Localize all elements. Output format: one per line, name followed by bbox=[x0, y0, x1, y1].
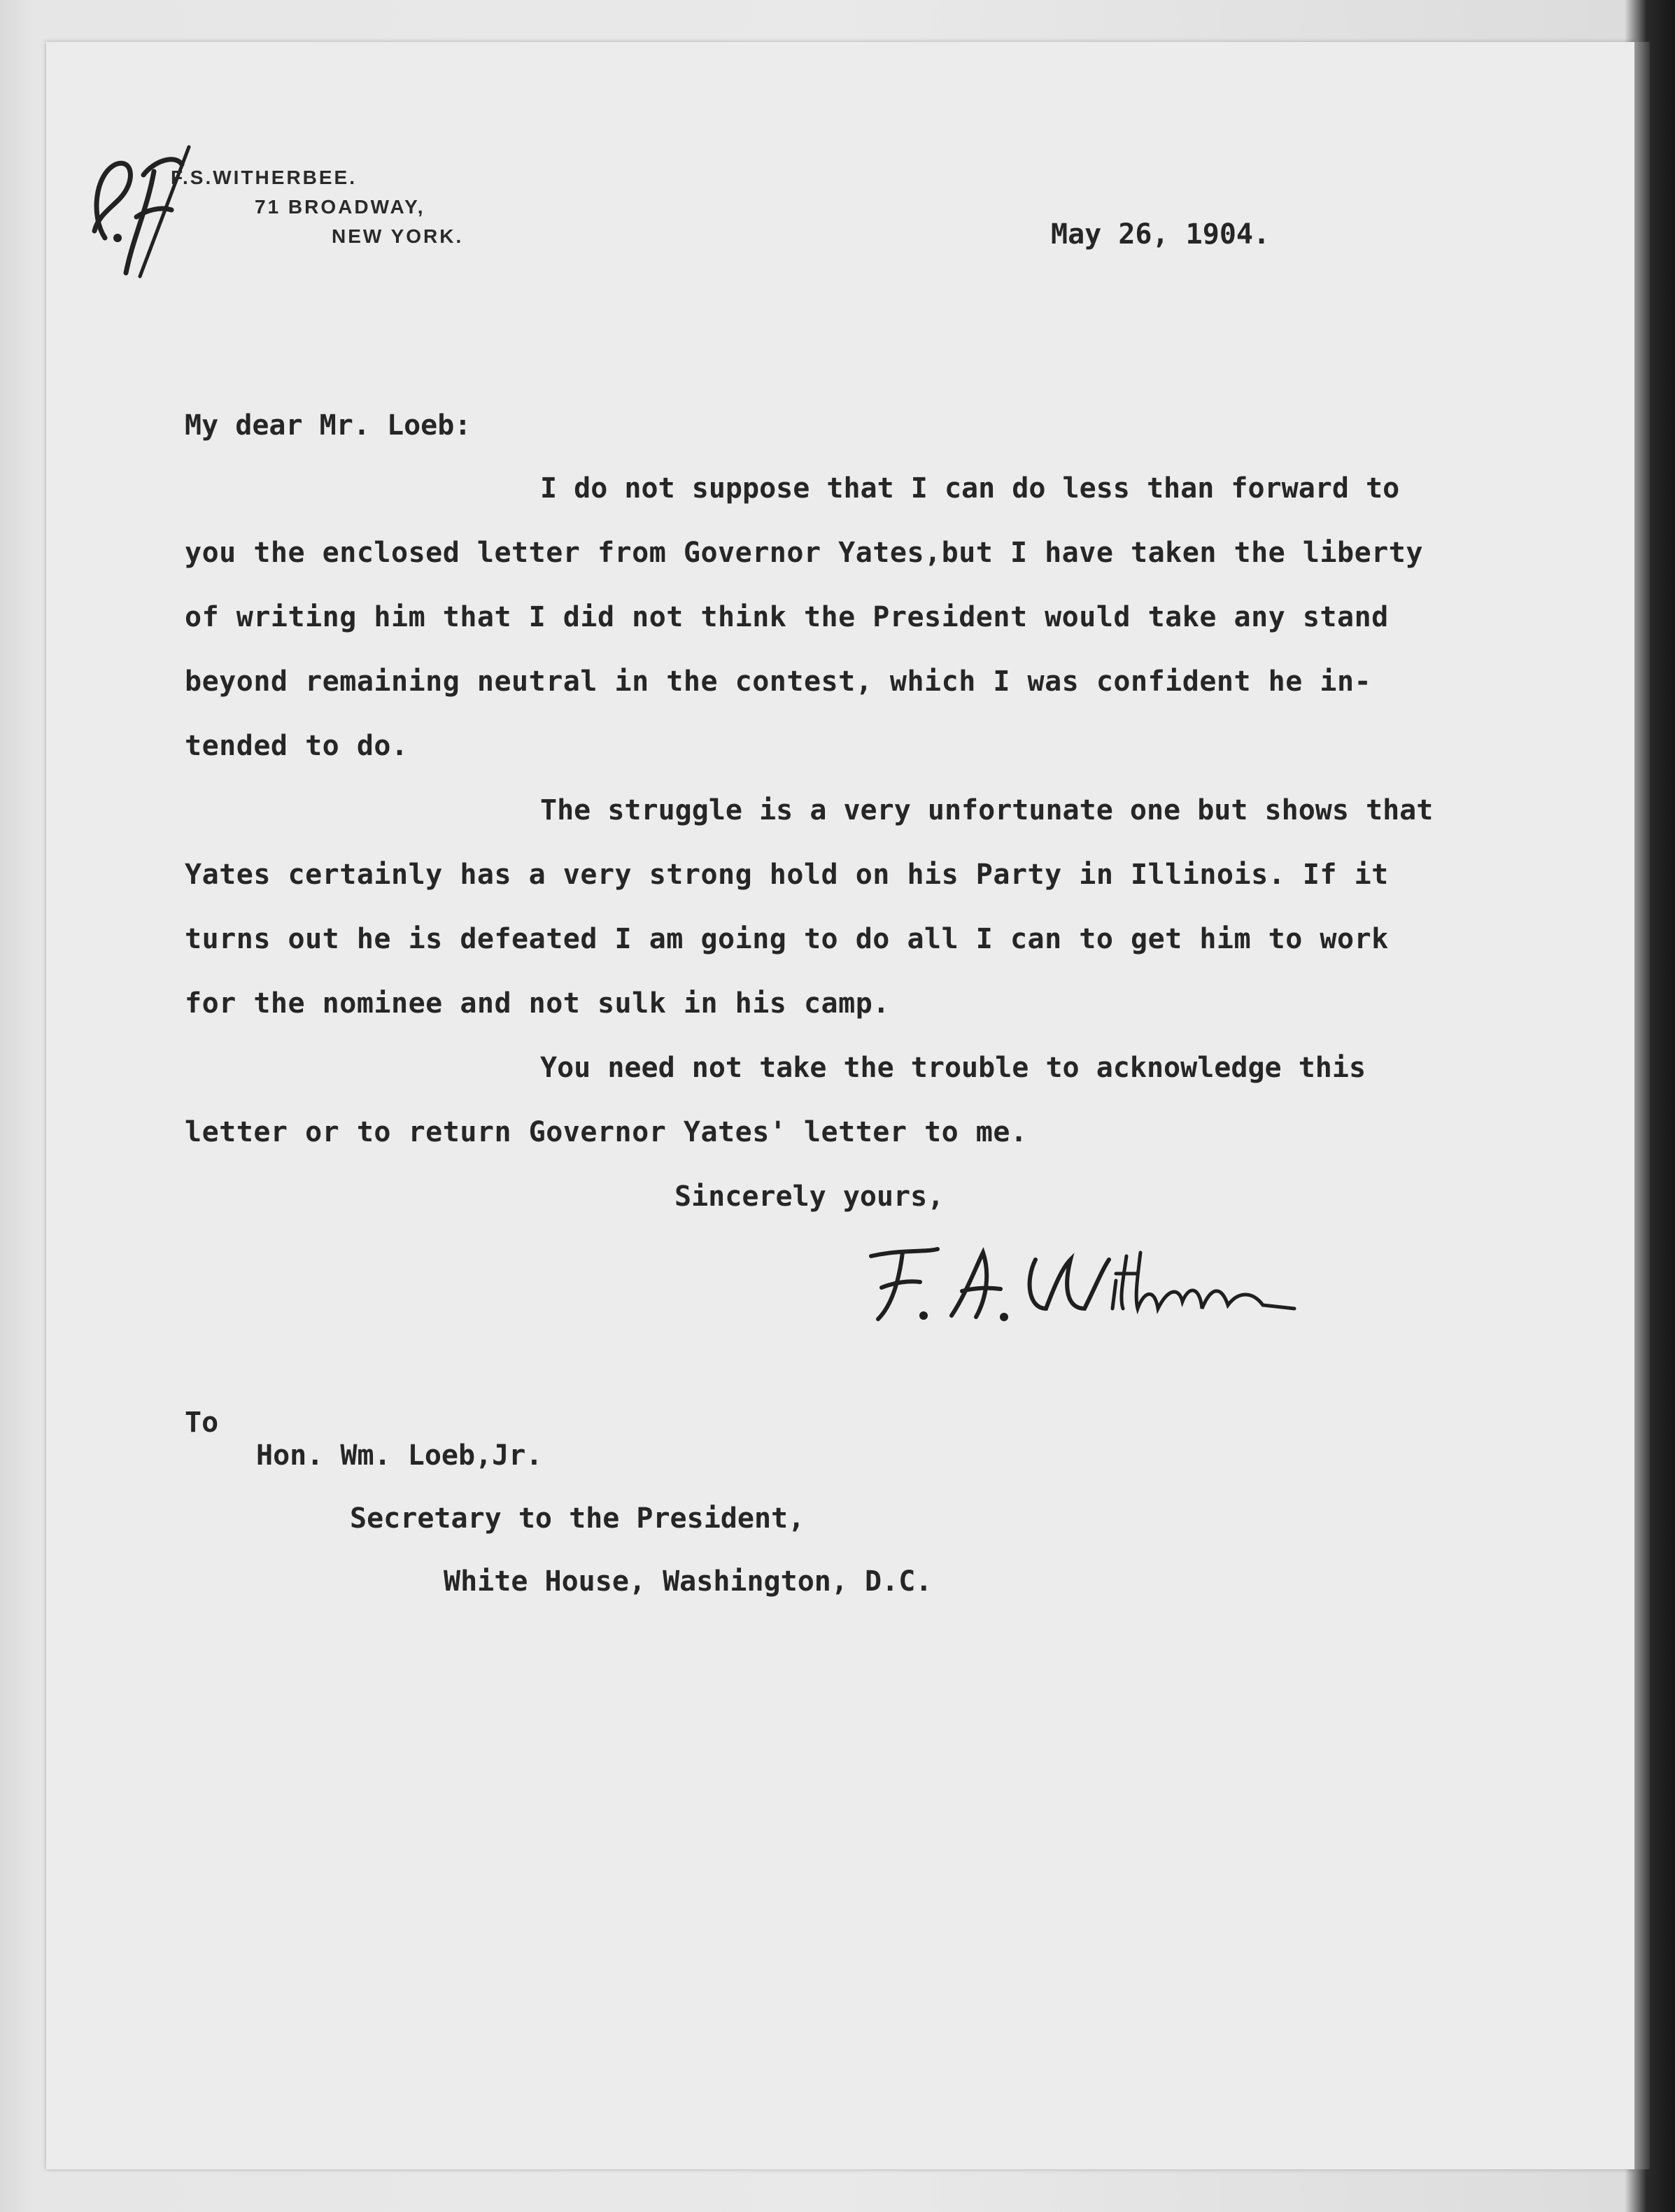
salutation: My dear Mr. Loeb: bbox=[185, 409, 472, 442]
closing: Sincerely yours, bbox=[674, 1181, 945, 1213]
paragraph-3-line-1: You need not take the trouble to acknowledge this bbox=[540, 1052, 1366, 1084]
paragraph-1-line-1: I do not suppose that I can do less than forward to bbox=[540, 472, 1400, 505]
paragraph-2-line-2: Yates certainly has a very strong hold on his Party in Illinois. If it bbox=[185, 859, 1389, 891]
paragraph-1-line-4: beyond remaining neutral in the contest, which I was confident he in- bbox=[185, 665, 1372, 698]
address-recipient-name: Hon. Wm. Loeb,Jr. bbox=[256, 1439, 543, 1472]
paragraph-2-line-1: The struggle is a very unfortunate one but shows that bbox=[540, 794, 1434, 826]
handwritten-initials-mark bbox=[77, 133, 196, 287]
address-recipient-location: White House, Washington, D.C. bbox=[444, 1565, 933, 1598]
letterhead-name: F.S.WITHERBEE. bbox=[171, 167, 358, 188]
letter-paper bbox=[46, 42, 1634, 2169]
handwritten-signature bbox=[861, 1239, 1308, 1330]
address-recipient-title: Secretary to the President, bbox=[350, 1502, 805, 1535]
paragraph-2-line-4: for the nominee and not sulk in his camp. bbox=[185, 987, 890, 1020]
paper-edge-shadow bbox=[1634, 42, 1650, 2169]
paragraph-2-line-3: turns out he is defeated I am going to do all I can to get him to work bbox=[185, 923, 1389, 955]
address-to-label: To bbox=[185, 1407, 219, 1439]
paragraph-1-line-2: you the enclosed letter from Governor Yates,but I have taken the liberty bbox=[185, 537, 1423, 569]
letterhead-city: NEW YORK. bbox=[332, 225, 464, 247]
paragraph-3-line-2: letter or to return Governor Yates' letter to me. bbox=[185, 1116, 1028, 1148]
paragraph-1-line-3: of writing him that I did not think the President would take any stand bbox=[185, 601, 1389, 633]
letter-date: May 26, 1904. bbox=[1051, 218, 1271, 251]
letterhead-street: 71 BROADWAY, bbox=[255, 196, 425, 218]
paragraph-1-line-5: tended to do. bbox=[185, 730, 409, 762]
